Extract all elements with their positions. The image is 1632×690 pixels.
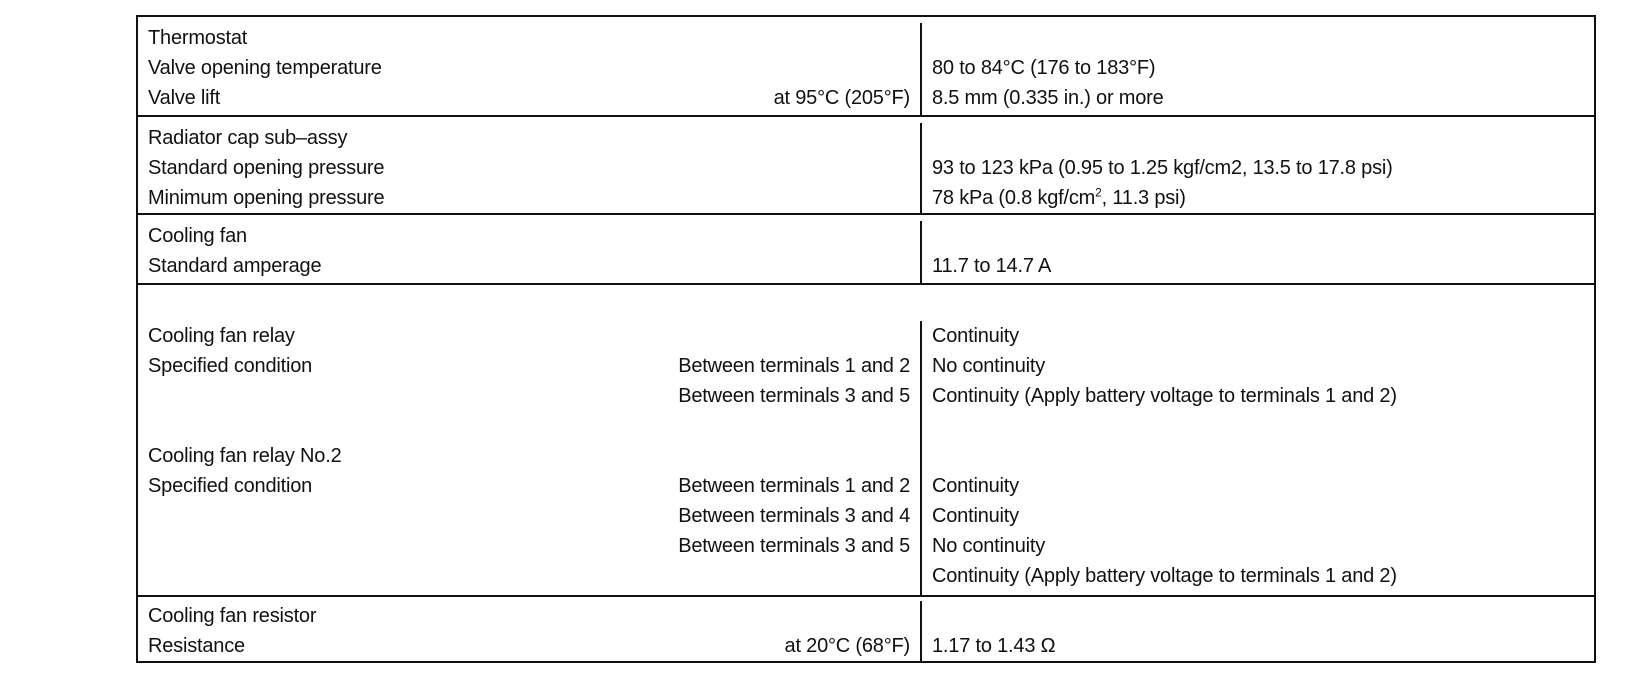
spec-row [138, 381, 920, 411]
spec-value-text: Continuity [932, 475, 1019, 497]
spec-condition: at 20°C (68°F) [784, 635, 910, 657]
spec-label: Standard amperage [148, 255, 322, 277]
spec-value-text: 8.5 mm (0.335 in.) or more [932, 87, 1164, 109]
spec-value-text: No continuity [932, 355, 1046, 377]
section-title-text: Radiator cap sub–assy [148, 127, 348, 149]
spec-value-text: 80 to 84°C (176 to 183°F) [932, 57, 1156, 79]
spec-value [922, 631, 1594, 661]
spec-right-column [922, 321, 1594, 595]
section-title-text: Cooling fan relay No.2 [148, 445, 342, 467]
spec-right-column [922, 601, 1594, 661]
spec-value [922, 251, 1594, 281]
spec-value [922, 501, 1594, 531]
spec-condition: at 95°C (205°F) [773, 87, 910, 109]
spec-value-text: No continuity [932, 535, 1046, 557]
superscript: 2 [1095, 185, 1102, 200]
spec-label: Standard opening pressure [148, 157, 385, 179]
spec-value [922, 561, 1594, 591]
spec-condition: Between terminals 1 and 2 [678, 355, 910, 377]
spec-value-text: Continuity (Apply battery voltage to terminals 1 and 2) [932, 565, 1397, 587]
spec-value-blank [922, 601, 1594, 631]
spec-label: Valve opening temperature [148, 57, 382, 79]
spec-left-column [138, 221, 922, 283]
spec-value-text: 11.7 to 14.7 A [932, 255, 1052, 277]
spec-value-blank [922, 441, 1594, 471]
section-radiator-cap [138, 115, 1594, 213]
spec-left-column [138, 321, 922, 595]
section-title-text: Thermostat [148, 27, 248, 49]
spec-table [136, 15, 1596, 663]
spec-value-text [932, 183, 1186, 213]
spec-value [922, 83, 1594, 113]
spec-value-text: Continuity [932, 505, 1019, 527]
spec-row [138, 53, 920, 83]
spec-right-column [922, 221, 1594, 283]
spec-right-column [922, 123, 1594, 213]
spec-left-column [138, 601, 922, 661]
spec-left-column [138, 123, 922, 213]
spec-value-text: Continuity [932, 325, 1019, 347]
section-title [138, 221, 920, 251]
section-title [138, 123, 920, 153]
spec-value-text: 93 to 123 kPa (0.95 to 1.25 kgf/cm2, 13.5 to 17.8 psi) [932, 157, 1393, 179]
section-cooling-fan [138, 213, 1594, 283]
spec-label: Specified condition [148, 355, 313, 377]
spec-label: Valve lift [148, 87, 221, 109]
spec-condition: Between terminals 1 and 2 [678, 475, 910, 497]
section-title-text: Cooling fan [148, 225, 247, 247]
spec-row [138, 631, 920, 661]
spec-label: Resistance [148, 635, 245, 657]
section-title-text: Cooling fan resistor [148, 605, 317, 627]
section-title [138, 441, 920, 471]
section-title [138, 601, 920, 631]
spec-value-text: 1.17 to 1.43 Ω [932, 635, 1056, 657]
spec-row [138, 351, 920, 381]
section-title [138, 321, 920, 351]
spec-value-part: , 11.3 psi) [1101, 187, 1186, 209]
spec-value [922, 53, 1594, 83]
spec-value-blank [922, 221, 1594, 251]
section-title [138, 23, 920, 53]
spec-value [922, 471, 1594, 501]
spec-value [922, 381, 1594, 411]
spec-row [138, 531, 920, 561]
spec-value-text: Continuity (Apply battery voltage to terminals 1 and 2) [932, 385, 1397, 407]
spec-condition: Between terminals 3 and 5 [678, 535, 910, 557]
spec-value [922, 183, 1594, 213]
section-cooling-fan-resistor [138, 595, 1594, 661]
spacer [138, 411, 920, 441]
spec-value [922, 153, 1594, 183]
section-thermostat [138, 17, 1594, 115]
spec-row [138, 83, 920, 113]
spec-value [922, 531, 1594, 561]
spec-condition: Between terminals 3 and 5 [678, 385, 910, 407]
section-cooling-fan-relays [138, 283, 1594, 595]
spec-row [138, 471, 920, 501]
spec-condition: Between terminals 3 and 4 [678, 505, 910, 527]
spec-left-column [138, 23, 922, 115]
spec-right-column [922, 23, 1594, 115]
spec-row [138, 561, 920, 591]
spec-value-blank [922, 23, 1594, 53]
spacer [922, 411, 1594, 441]
spec-row [138, 183, 920, 213]
spec-value-blank [922, 123, 1594, 153]
spec-value [922, 321, 1594, 351]
spec-row [138, 251, 920, 281]
spec-row [138, 153, 920, 183]
section-title-text: Cooling fan relay [148, 325, 295, 347]
spec-label: Minimum opening pressure [148, 187, 385, 209]
spec-value [922, 351, 1594, 381]
spec-value-part: 78 kPa (0.8 kgf/cm [932, 187, 1096, 209]
spec-label: Specified condition [148, 475, 313, 497]
spec-row [138, 501, 920, 531]
